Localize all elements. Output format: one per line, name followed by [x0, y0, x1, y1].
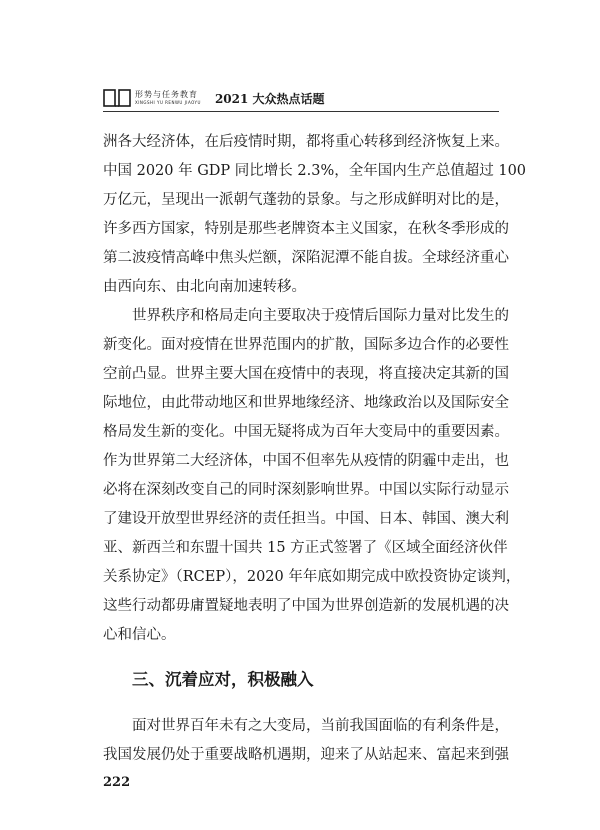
section-heading: 三、沉着应对，积极融入: [132, 670, 314, 689]
paragraph-line: 我国发展仍处于重要战略机遇期，迎来了从站起来、富起来到强: [103, 747, 509, 763]
brand-name-en: XINGSHI YU RENWU JIAOYU: [135, 100, 201, 105]
paragraph-line: 作为世界第二大经济体，中国不但率先从疫情的阴霾中走出，也: [103, 453, 509, 469]
paragraph-line: 中国 2020 年 GDP 同比增长 2.3%，全年国内生产总值超过 100: [103, 163, 527, 179]
paragraph-line: 空前凸显。世界主要大国在疫情中的表现，将直接决定其新的国: [103, 366, 509, 382]
paragraph-line: 许多西方国家，特别是那些老牌资本主义国家，在秋冬季形成的: [103, 221, 509, 237]
paragraph-line: 第二波疫情高峰中焦头烂额，深陷泥潭不能自拔。全球经济重心: [103, 250, 509, 266]
page-number: 222: [103, 775, 131, 790]
brand-block: [135, 91, 201, 105]
paragraph-line: 亚、新西兰和东盟十国共 15 方正式签署了《区域全面经济伙伴: [103, 540, 508, 556]
paragraph-1: [103, 128, 527, 302]
paragraph-2: [103, 302, 521, 650]
book-logo-icon: [103, 88, 131, 108]
running-header: [103, 88, 325, 108]
paragraph-line: 心和信心。: [103, 627, 176, 643]
paragraph-line: 格局发生新的变化。中国无疑将成为百年大变局中的重要因素。: [103, 424, 509, 440]
paragraph-line: 新变化。面对疫情在世界范围内的扩散，国际多边合作的必要性: [103, 337, 509, 353]
paragraph-3: [103, 712, 509, 770]
paragraph-line: 际地位，由此带动地区和世界地缘经济、地缘政治以及国际安全: [103, 395, 509, 411]
header-divider: [103, 111, 499, 112]
paragraph-line: 由西向东、由北向南加速转移。: [103, 279, 306, 295]
paragraph-line: 世界秩序和格局走向主要取决于疫情后国际力量对比发生的: [132, 308, 509, 324]
paragraph-line: 必将在深刻改变自己的同时深刻影响世界。中国以实际行动显示: [103, 482, 509, 498]
brand-name-cn: 形势与任务教育: [135, 90, 198, 99]
paragraph-line: 万亿元，呈现出一派朝气蓬勃的景象。与之形成鲜明对比的是，: [103, 192, 509, 208]
paragraph-line: 这些行动都毋庸置疑地表明了中国为世界创造新的发展机遇的决: [103, 598, 509, 614]
paragraph-line: 面对世界百年未有之大变局，当前我国面临的有利条件是，: [132, 718, 509, 734]
paragraph-line: 了建设开放型世界经济的责任担当。中国、日本、韩国、澳大利: [103, 511, 509, 527]
page-body: [103, 128, 527, 770]
header-title: 2021 大众热点话题: [214, 91, 325, 106]
paragraph-line: 关系协定》（RCEP），2020 年年底如期完成中欧投资协定谈判，: [103, 569, 521, 585]
paragraph-line: 洲各大经济体，在后疫情时期，都将重心转移到经济恢复上来。: [103, 134, 509, 150]
